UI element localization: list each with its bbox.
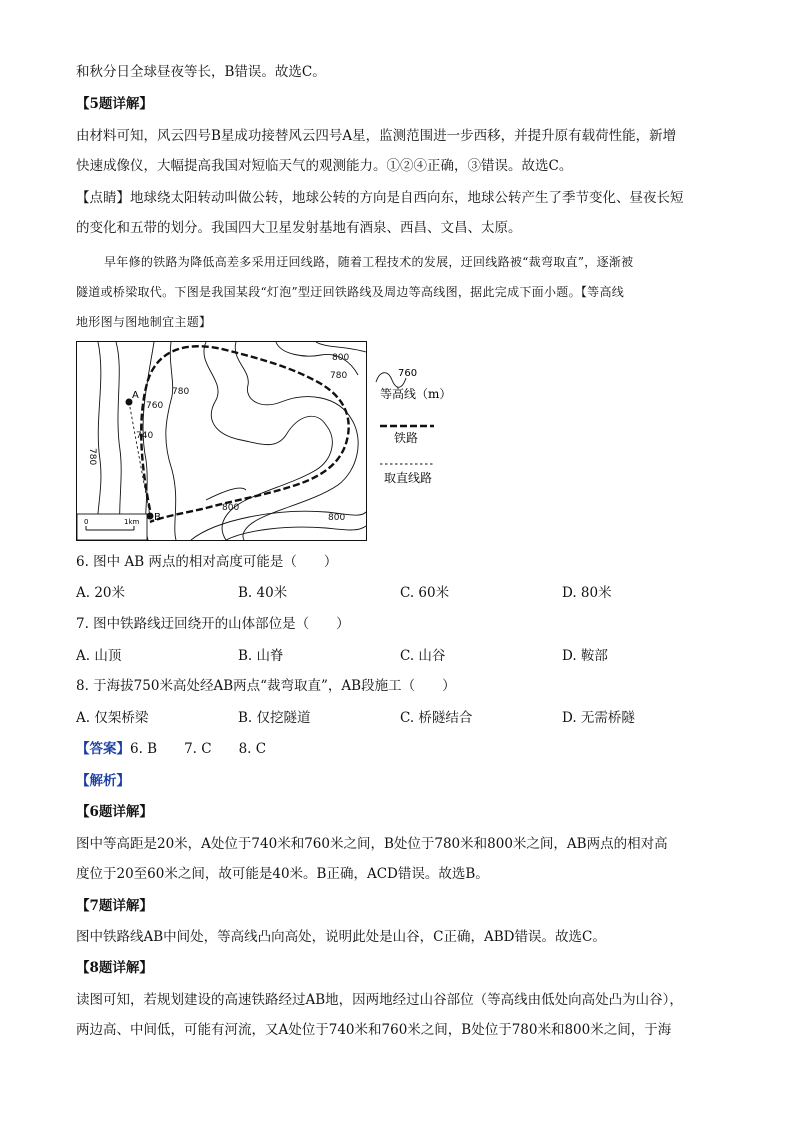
question-7-option-c: C. 山谷: [400, 648, 446, 664]
question-7-option-d: D. 鞍部: [562, 648, 608, 664]
analysis-q7-line: 图中铁路线AB中间处，等高线凸向高处，说明此处是山谷，C正确，ABD错误。故选C。: [76, 929, 606, 945]
question-6-stem: 6. 图中 AB 两点的相对高度可能是（ ）: [76, 554, 338, 570]
point-b-marker: [147, 513, 154, 520]
answer-line: [76, 740, 266, 758]
section-heading-q5: 【5题详解】: [76, 96, 153, 112]
question-6-option-d: D. 80米: [562, 585, 612, 601]
legend-contour-label: 等高线（m）: [380, 387, 448, 401]
contour-label: 800: [328, 513, 346, 523]
material-intro: 地形图与图地制宜主题】: [76, 315, 212, 329]
point-a-label: A: [132, 390, 139, 401]
contour-label: 800: [222, 503, 240, 513]
legend-contour-value: 760: [398, 368, 418, 379]
question-6-option-a: A. 20米: [76, 585, 126, 601]
question-6-option-c: C. 60米: [400, 585, 450, 601]
contour-label: 740: [136, 431, 154, 441]
section-heading-q6: 【6题详解】: [76, 804, 153, 820]
question-8-stem: 8. 于海拔750米高处经AB两点“裁弯取直”，AB段施工（ ）: [76, 678, 456, 694]
question-8-option-b: B. 仅挖隧道: [238, 710, 311, 726]
text-line: 由材料可知，风云四号B星成功接替风云四号A星，监测范围进一步西移，并提升原有载荷性能，新增: [76, 128, 677, 144]
text-line: 的变化和五带的划分。我国四大卫星发射基地有酒泉、西昌、文昌、太原。: [76, 220, 522, 236]
material-intro: 隧道或桥梁取代。下图是我国某段“灯泡”型迂回铁路线及周边等高线图，据此完成下面小题。【等高线: [76, 285, 625, 299]
contour-label: 800: [332, 353, 350, 363]
analysis-q8-line: 读图可知，若规划建设的高速铁路经过AB地，因两地经过山谷部位（等高线由低处向高处凸为山谷），: [76, 992, 683, 1008]
answer-label: 【答案】: [76, 741, 130, 757]
contour-map-figure: [76, 340, 448, 542]
text-line: 快速成像仪，大幅提高我国对短临天气的观测能力。①②④正确，③错误。故选C。: [76, 158, 573, 174]
contour-label: 780: [330, 371, 348, 381]
question-8-option-a: A. 仅架桥梁: [76, 710, 149, 726]
section-heading-q7: 【7题详解】: [76, 898, 153, 914]
text-line: 和秋分日全球昼夜等长，B错误。故选C。: [76, 64, 326, 80]
question-8-option-d: D. 无需桥隧: [562, 710, 635, 726]
tip-paragraph: 【点睛】地球绕太阳转动叫做公转，地球公转的方向是自西向东，地球公转产生了季节变化、昼夜长短: [76, 190, 684, 206]
legend-railway-label: 铁路: [394, 431, 419, 445]
section-heading-q8: 【8题详解】: [76, 960, 153, 976]
question-7-option-b: B. 山脊: [238, 648, 284, 664]
legend-straight-label: 取直线路: [384, 471, 433, 485]
contour-map: [76, 340, 448, 542]
analysis-q6-line: 图中等高距是20米，A处位于740米和760米之间，B处位于780米和800米之间，AB两点的相对高: [76, 836, 668, 852]
analysis-label: 【解析】: [76, 773, 130, 789]
analysis-q6-line: 度位于20至60米之间，故可能是40米。B正确，ACD错误。故选B。: [76, 866, 489, 882]
analysis-q8-line: 两边高、中间低，可能有河流，又A处位于740米和760米之间，B处位于780米和800米之间，于海: [76, 1022, 672, 1038]
point-b-label: B: [154, 512, 161, 523]
scale-start: 0: [84, 518, 89, 526]
contour-label: 780: [172, 387, 190, 397]
question-6-option-b: B. 40米: [238, 585, 288, 601]
answer-text: 6. B 7. C 8. C: [130, 741, 267, 757]
contour-label: 780: [87, 448, 97, 466]
question-7-stem: 7. 图中铁路线迂回绕开的山体部位是（ ）: [76, 616, 350, 632]
contour-label: 760: [146, 401, 164, 411]
scale-end: 1km: [124, 518, 140, 526]
question-8-option-c: C. 桥隧结合: [400, 710, 473, 726]
material-intro: 早年修的铁路为降低高差多采用迂回线路，随着工程技术的发展，迂回线路被“裁弯取直”，逐渐被: [104, 255, 634, 269]
question-7-option-a: A. 山顶: [76, 648, 122, 664]
